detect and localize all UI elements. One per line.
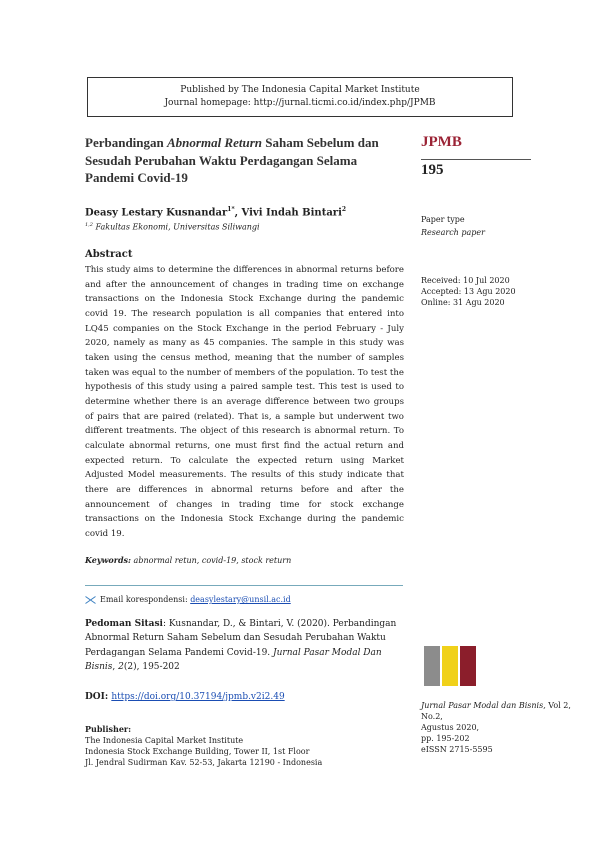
title-italic: Abnormal Return — [167, 135, 263, 150]
keywords — [85, 555, 291, 565]
email-icon — [85, 596, 96, 604]
page-number: 195 — [421, 162, 444, 178]
affiliation — [85, 222, 260, 232]
accepted-date: Accepted: 13 Agu 2020 — [421, 287, 516, 296]
journal-logo-bars — [424, 646, 476, 686]
journal-volume: Vol 2, No.2, — [421, 701, 571, 721]
author-1-sup: 1* — [227, 206, 235, 213]
email-label: Email korespondensi: — [100, 595, 191, 604]
online-date: Online: 31 Agu 2020 — [421, 298, 505, 307]
email-link[interactable]: deasylestary@unsil.ac.id — [190, 595, 291, 604]
journal-pages: pp. 195-202 — [421, 734, 470, 743]
journal-header-box — [87, 77, 513, 117]
publisher-block — [85, 724, 322, 768]
article-dates — [421, 275, 516, 308]
doi-line — [85, 692, 285, 702]
journal-issn: eISSN 2715-5595 — [421, 745, 493, 754]
title-part3: Saham Sebelum dan Sesudah Perubahan Waktu Perdagangan Selama Pandemi Covid-19 — [85, 135, 379, 185]
citation-volume: 2 — [118, 662, 124, 673]
publisher-heading: Publisher: — [85, 724, 132, 734]
citation-journal: Jurnal Pasar Modal Dan Bisnis — [85, 647, 382, 673]
author-1: Deasy Lestary Kusnandar — [85, 207, 228, 219]
logo-bar-yellow — [442, 646, 458, 686]
paper-type-block — [421, 213, 485, 239]
abstract-heading: Abstract — [85, 249, 133, 260]
publisher-line-1: The Indonesia Capital Market Institute — [85, 736, 244, 745]
citation-guide — [85, 617, 407, 675]
logo-bar-red — [460, 646, 476, 686]
journal-name: Jurnal Pasar Modal dan Bisnis, — [421, 701, 546, 710]
journal-rule — [421, 159, 531, 160]
paper-title — [85, 134, 405, 187]
keywords-label: Keywords: — [85, 555, 132, 565]
publisher-line: Published by The Indonesia Capital Market Institute — [180, 85, 420, 95]
doi-link[interactable]: https://doi.org/10.37194/jpmb.v2i2.49 — [111, 692, 285, 702]
received-date: Received: 10 Jul 2020 — [421, 276, 510, 285]
paper-type-label: Paper type — [421, 215, 465, 224]
keywords-value: abnormal retun, covid-19, stock return — [131, 556, 292, 565]
citation-text-3: (2), 195-202 — [123, 662, 180, 673]
author-2-sup: 2 — [341, 206, 347, 213]
doi-label: DOI: — [85, 692, 112, 702]
title-part1: Perbandingan — [85, 135, 167, 150]
publisher-line-2: Indonesia Stock Exchange Building, Tower II, 1st Floor — [85, 747, 310, 756]
publisher-line-3: Jl. Jendral Sudirman Kav. 52-53, Jakarta 12190 - Indonesia — [85, 758, 323, 767]
affiliation-sup: 1,2 — [85, 222, 93, 228]
paper-type-value: Research paper — [421, 228, 485, 237]
citation-text-1: : Kusnandar, D., & Bintari, V. (2020). Perbandingan Abnormal Return Saham Sebelum dan Sesudah Perubahan Waktu Perdagangan Selama Pandemi Covid-19. — [85, 619, 397, 658]
homepage-line[interactable]: Journal homepage: http://jurnal.ticmi.co.id/index.php/JPMB — [164, 98, 436, 108]
journal-date: Agustus 2020, — [421, 723, 480, 732]
affiliation-text: Fakultas Ekonomi, Universitas Siliwangi — [92, 222, 260, 232]
divider — [85, 585, 403, 586]
email-line — [85, 595, 291, 604]
author-2: , Vivi Indah Bintari — [234, 207, 342, 219]
citation-text-2: , — [112, 662, 119, 673]
abstract-body: This study aims to determine the differences in abnormal returns before and after the announcement of changes in trading time on exchange transactions on the Indonesia Stock Exchange during the pandemic covid 19. The research population is all companies that entered into LQ45 companies on the Stock Exchange in the period February - July 2020, namely as many as 45 companies. The sample in this study was taken using the census method, meaning that the number of samples taken was equal to the number of members of the population. To test the hypothesis of this study using a paired sample test. This test is used to determine whether there is an average difference between two groups of pairs that are paired (related). That is, a sample but underwent two different treatments. The object of this research is abnormal return. To calculate abnormal returns, one must first find the actual return and expected return. To calculate the expected return using Market Adjusted Model measurements. The results of this study indicate that there are differences in abnormal returns before and after the announcement of changes in trading time for stock exchange transactions on the Indonesia Stock Exchange during the pandemic covid 19. — [85, 265, 404, 539]
journal-info — [421, 700, 595, 755]
citation-label: Pedoman Sitasi — [85, 619, 163, 629]
logo-bar-gray — [424, 646, 440, 686]
journal-abbreviation: JPMB — [421, 134, 462, 150]
author-list — [85, 206, 346, 218]
